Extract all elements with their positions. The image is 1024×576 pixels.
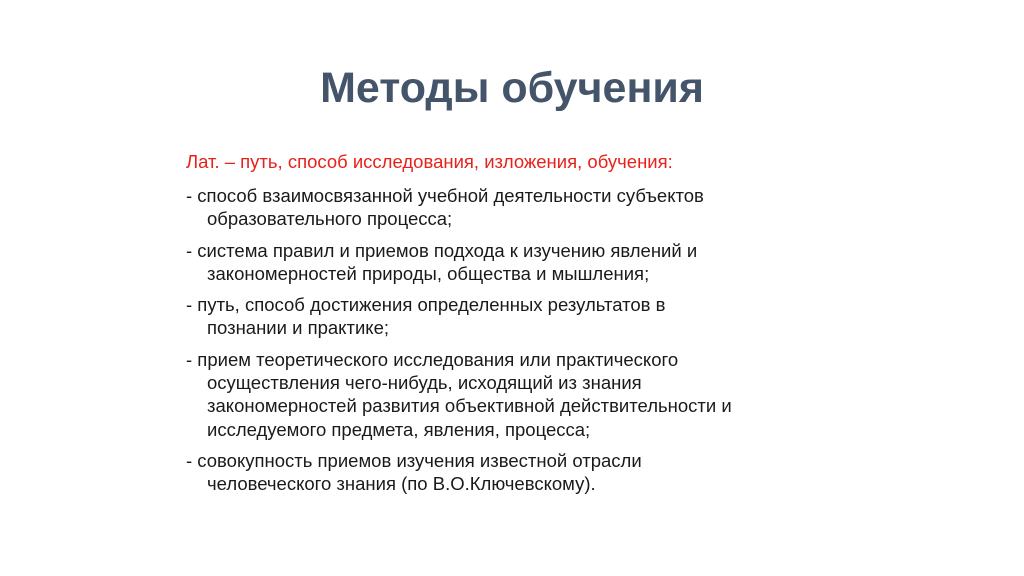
definition-item <box>186 184 846 231</box>
definition-line: познании и практике; <box>207 317 390 339</box>
definition-line: человеческого знания (по В.О.Ключевскому). <box>207 473 596 495</box>
definition-line: - способ взаимосвязанной учебной деятельности субъектов <box>186 185 704 206</box>
slide-content <box>186 150 846 504</box>
definition-line: исследуемого предмета, явления, процесса; <box>207 418 591 440</box>
definition-item <box>186 239 846 286</box>
definition-line: - путь, способ достижения определенных результатов в <box>186 294 666 316</box>
definition-line: - система правил и приемов подхода к изучению явлений и <box>186 239 698 261</box>
definition-line: - прием теоретического исследования или практического <box>186 348 679 370</box>
definition-line: закономерностей развития объективной действительности и <box>207 395 732 417</box>
definition-line: образовательного процесса; <box>207 208 453 230</box>
slide-title: Методы обучения <box>320 64 704 112</box>
definition-item <box>186 449 846 496</box>
definition-line: - совокупность приемов изучения известной отрасли <box>186 449 642 471</box>
definition-line: закономерностей природы, общества и мышления; <box>207 262 650 284</box>
definition-item <box>186 348 846 441</box>
definition-line: осуществления чего-нибудь, исходящий из знания <box>207 372 642 394</box>
intro-text: Лат. – путь, способ исследования, изложения, обучения: <box>186 151 673 172</box>
definition-item <box>186 293 846 340</box>
